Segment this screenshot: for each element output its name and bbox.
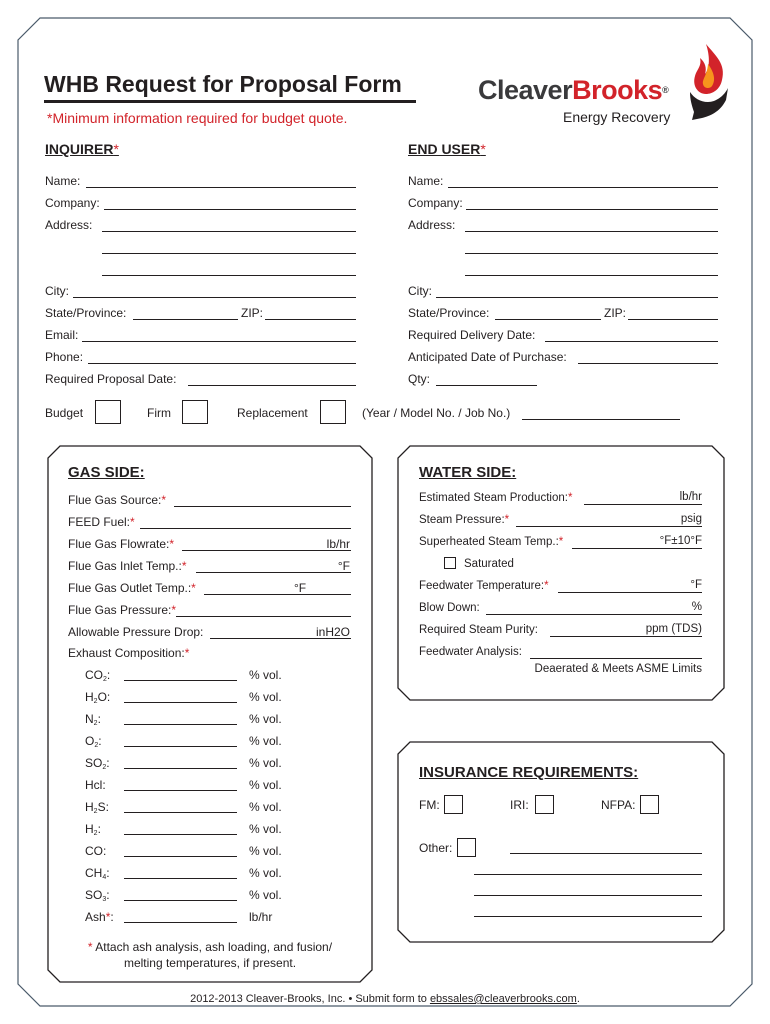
end-user-qty-field[interactable]: [436, 385, 537, 386]
inquirer-company-field[interactable]: [104, 209, 356, 210]
end-user-state-label: State/Province:: [408, 306, 490, 320]
saturated-checkbox[interactable]: [444, 557, 456, 569]
h2o-unit: % vol.: [249, 690, 282, 704]
end-user-company-label: Company:: [408, 196, 463, 210]
co2-field[interactable]: [124, 680, 237, 681]
steam-pressure-field[interactable]: [516, 526, 702, 527]
end-user-city-field[interactable]: [436, 297, 718, 298]
budget-checkbox[interactable]: [95, 400, 121, 424]
gas-side-heading: GAS SIDE:: [68, 464, 145, 481]
end-user-purchase-date-label: Anticipated Date of Purchase:: [408, 350, 567, 364]
end-user-address-field-1[interactable]: [465, 231, 718, 232]
h2o-label: $H_2O$:: [85, 690, 111, 705]
n2-label: $N_2$:: [85, 712, 101, 727]
end-user-address-field-2[interactable]: [465, 253, 718, 254]
superheated-temp-label: Superheated Steam Temp.:*: [419, 536, 564, 548]
superheated-temp-field[interactable]: [572, 548, 702, 549]
nfpa-label: NFPA:: [601, 798, 636, 812]
footer: 2012-2013 Cleaver-Brooks, Inc. • Submit form to ebssales@cleaverbrooks.com.: [190, 993, 580, 1005]
year-model-label: (Year / Model No. / Job No.): [362, 406, 511, 420]
ch4-field[interactable]: [124, 878, 237, 879]
outlet-temp-label: Flue Gas Outlet Temp.:*: [68, 581, 196, 595]
inquirer-proposal-date-field[interactable]: [188, 385, 356, 386]
end-user-address-label: Address:: [408, 218, 456, 232]
h2-field[interactable]: [124, 834, 237, 835]
outlet-temp-unit: °F: [294, 581, 307, 595]
blow-down-label: Blow Down:: [419, 602, 480, 614]
end-user-name-field[interactable]: [448, 187, 718, 188]
end-user-name-label: Name:: [408, 174, 444, 188]
inquirer-state-field[interactable]: [133, 319, 238, 320]
steam-purity-label: Required Steam Purity:: [419, 624, 538, 636]
inquirer-address-field-3[interactable]: [102, 275, 356, 276]
ash-unit: lb/hr: [249, 910, 273, 924]
co2-label: $CO_2$:: [85, 668, 111, 683]
inquirer-phone-label: Phone:: [45, 350, 84, 364]
flame-hand-icon: [686, 42, 730, 122]
end-user-city-label: City:: [408, 284, 432, 298]
inquirer-phone-field[interactable]: [88, 363, 356, 364]
end-user-heading: END USER*: [408, 141, 486, 157]
inquirer-address-field-1[interactable]: [102, 231, 356, 232]
pressure-drop-unit: inH2O: [315, 625, 350, 639]
blow-down-field[interactable]: [486, 614, 702, 615]
feed-fuel-field[interactable]: [140, 528, 351, 529]
steam-production-label: Estimated Steam Production:*: [419, 492, 573, 504]
h2-unit: % vol.: [249, 822, 282, 836]
end-user-address-field-3[interactable]: [465, 275, 718, 276]
so3-field[interactable]: [124, 900, 237, 901]
h2s-label: $H_2S$:: [85, 800, 109, 815]
inquirer-heading: INQUIRER*: [45, 141, 119, 157]
inquirer-address-label: Address:: [45, 218, 93, 232]
outlet-temp-field[interactable]: [204, 594, 351, 595]
end-user-zip-label: ZIP:: [604, 306, 627, 320]
iri-label: IRI:: [510, 798, 529, 812]
h2o-field[interactable]: [124, 702, 237, 703]
flue-gas-source-field[interactable]: [174, 506, 351, 507]
footer-email-link[interactable]: ebssales@cleaverbrooks.com: [429, 993, 577, 1005]
hcl-field[interactable]: [124, 790, 237, 791]
inquirer-zip-label: ZIP:: [241, 306, 264, 320]
replacement-label: Replacement: [237, 406, 308, 420]
water-side-heading: WATER SIDE:: [419, 464, 517, 481]
ash-label: Ash*:: [85, 910, 114, 924]
h2s-field[interactable]: [124, 812, 237, 813]
end-user-delivery-date-field[interactable]: [545, 341, 718, 342]
other-field-3[interactable]: [474, 895, 702, 896]
so3-label: $SO_3$:: [85, 888, 110, 903]
h2-label: $H_2$:: [85, 822, 101, 837]
so3-unit: % vol.: [249, 888, 282, 902]
firm-label: Firm: [147, 406, 171, 420]
o2-field[interactable]: [124, 746, 237, 747]
steam-production-field[interactable]: [584, 504, 702, 505]
other-label: Other:: [419, 841, 453, 855]
nfpa-checkbox[interactable]: [640, 795, 659, 814]
replacement-checkbox[interactable]: [320, 400, 346, 424]
feedwater-temp-unit: °F: [690, 579, 702, 591]
gas-pressure-label: Flue Gas Pressure:*: [68, 603, 177, 617]
end-user-zip-field[interactable]: [628, 319, 718, 320]
inquirer-address-field-2[interactable]: [102, 253, 356, 254]
co-label: CO:: [85, 844, 107, 858]
inquirer-name-label: Name:: [45, 174, 81, 188]
year-model-field[interactable]: [522, 419, 680, 420]
budget-label: Budget: [45, 406, 84, 420]
o2-label: $O_2$:: [85, 734, 102, 749]
end-user-purchase-date-field[interactable]: [578, 363, 718, 364]
water-side-frame: [398, 446, 724, 700]
ash-field[interactable]: [124, 922, 237, 923]
other-field-2[interactable]: [474, 874, 702, 875]
iri-checkbox[interactable]: [535, 795, 554, 814]
page-title: WHB Request for Proposal Form: [44, 71, 402, 97]
superheated-temp-unit: °F±10°F: [659, 535, 702, 547]
steam-production-unit: lb/hr: [679, 491, 702, 503]
inquirer-email-field[interactable]: [82, 341, 356, 342]
feedwater-temp-label: Feedwater Temperature:*: [419, 580, 549, 592]
page-subtitle: *Minimum information required for budget quote.: [47, 110, 348, 126]
inlet-temp-label: Flue Gas Inlet Temp.:*: [68, 559, 187, 573]
feedwater-temp-field[interactable]: [558, 592, 702, 593]
inquirer-city-field[interactable]: [73, 297, 356, 298]
inquirer-zip-field[interactable]: [265, 319, 356, 320]
hcl-label: Hcl:: [85, 778, 106, 792]
flue-gas-source-label: Flue Gas Source:*: [68, 493, 167, 507]
co-unit: % vol.: [249, 844, 282, 858]
logo-wordmark: CleaverBrooks®: [478, 75, 669, 105]
inlet-temp-unit: °F: [337, 559, 350, 573]
gas-pressure-field[interactable]: [176, 616, 351, 617]
feedwater-analysis-field[interactable]: [530, 658, 702, 659]
so2-unit: % vol.: [249, 756, 282, 770]
deaerated-note: Deaerated & Meets ASME Limits: [534, 663, 702, 675]
co2-unit: % vol.: [249, 668, 282, 682]
ch4-unit: % vol.: [249, 866, 282, 880]
title-underline: [44, 100, 416, 103]
end-user-company-field[interactable]: [466, 209, 718, 210]
saturated-label: Saturated: [464, 558, 514, 570]
inquirer-company-label: Company:: [45, 196, 100, 210]
n2-field[interactable]: [124, 724, 237, 725]
feedwater-analysis-label: Feedwater Analysis:: [419, 646, 522, 658]
fm-checkbox[interactable]: [444, 795, 463, 814]
so2-label: $SO_2$:: [85, 756, 110, 771]
steam-pressure-label: Steam Pressure:*: [419, 514, 510, 526]
steam-purity-unit: ppm (TDS): [645, 623, 702, 635]
inquirer-proposal-date-label: Required Proposal Date:: [45, 372, 177, 386]
exhaust-composition-label: Exhaust Composition:*: [68, 646, 190, 660]
feed-fuel-label: FEED Fuel:*: [68, 515, 135, 529]
o2-unit: % vol.: [249, 734, 282, 748]
h2s-unit: % vol.: [249, 800, 282, 814]
firm-checkbox[interactable]: [182, 400, 208, 424]
steam-purity-field[interactable]: [550, 636, 702, 637]
fm-label: FM:: [419, 798, 440, 812]
inquirer-city-label: City:: [45, 284, 69, 298]
so2-field[interactable]: [124, 768, 237, 769]
page-border: [18, 18, 752, 1006]
hcl-unit: % vol.: [249, 778, 282, 792]
end-user-state-field[interactable]: [495, 319, 601, 320]
ch4-label: $CH_4$:: [85, 866, 110, 881]
pressure-drop-label: Allowable Pressure Drop:: [68, 625, 204, 639]
flowrate-unit: lb/hr: [326, 537, 350, 551]
insurance-heading: INSURANCE REQUIREMENTS:: [419, 764, 639, 781]
steam-pressure-unit: psig: [680, 513, 702, 525]
n2-unit: % vol.: [249, 712, 282, 726]
flowrate-label: Flue Gas Flowrate:*: [68, 537, 175, 551]
other-field-4[interactable]: [474, 916, 702, 917]
logo-tagline: Energy Recovery: [563, 109, 671, 125]
other-field-1[interactable]: [510, 853, 702, 854]
ash-note: * Attach ash analysis, ash loading, and fusion/ melting temperatures, if present.: [87, 940, 333, 970]
inquirer-email-label: Email:: [45, 328, 79, 342]
end-user-qty-label: Qty:: [408, 372, 431, 386]
other-checkbox[interactable]: [457, 838, 476, 857]
inquirer-state-label: State/Province:: [45, 306, 127, 320]
blow-down-unit: %: [691, 601, 702, 613]
inquirer-name-field[interactable]: [86, 187, 356, 188]
end-user-delivery-date-label: Required Delivery Date:: [408, 328, 536, 342]
co-field[interactable]: [124, 856, 237, 857]
